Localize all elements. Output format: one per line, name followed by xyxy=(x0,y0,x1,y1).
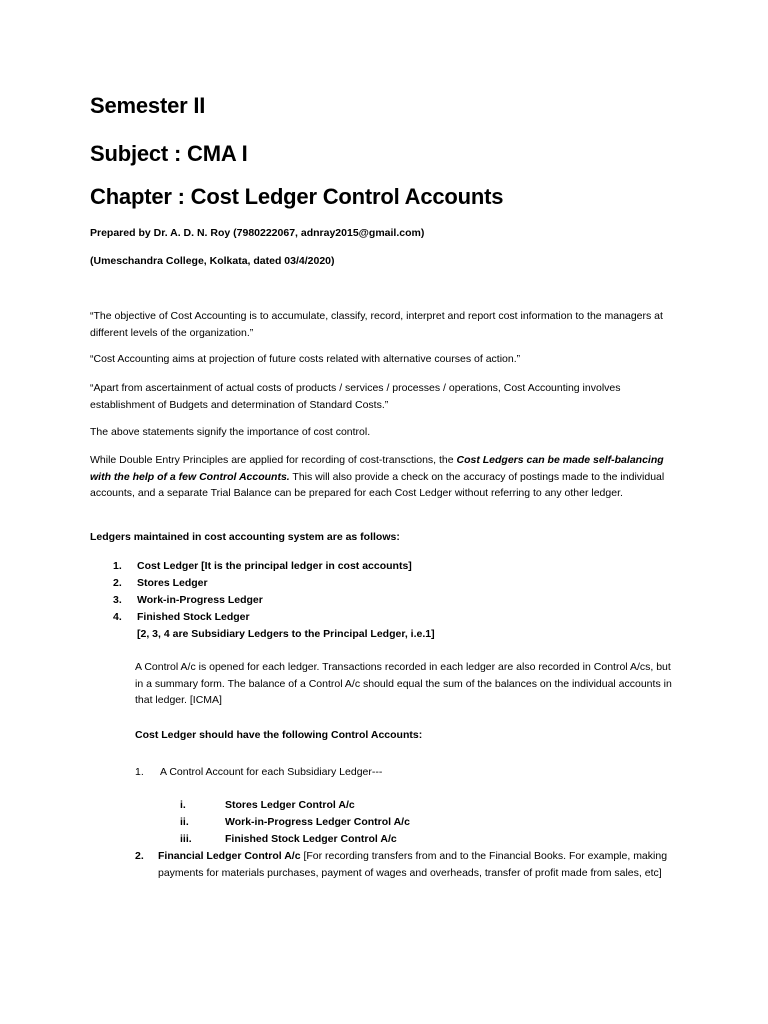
list-item-number: 4. xyxy=(113,611,122,623)
list-item-number: ii. xyxy=(180,816,189,828)
control-item-2-description: [For recording transfers from and to the Financial Books. For example, making payments for materials purchases, payment of wages and overheads, transfer of profit made from sales, etc] xyxy=(158,850,668,879)
list-item xyxy=(113,558,435,575)
list-item-number: 2. xyxy=(113,577,122,589)
control-account-paragraph: A Control A/c is opened for each ledger. Transactions recorded in each ledger are also recorded in Control A/cs, but in a summary form. The balance of a Control A/c should equal the sum of the balances on the individual accounts in that ledger. [ICMA] xyxy=(135,661,672,706)
list-item-label: Finished Stock Ledger xyxy=(137,611,250,623)
quote-paragraph-1: “The objective of Cost Accounting is to accumulate, classify, record, interpret and report cost information to the managers at different levels of the organization.” xyxy=(90,310,663,339)
institution-line: (Umeschandra College, Kolkata, dated 03/4/2020) xyxy=(90,255,335,267)
list-item-label: Work-in-Progress Ledger xyxy=(137,594,263,606)
semester-heading: Semester II xyxy=(90,93,206,118)
list-item-label: Stores Ledger Control A/c xyxy=(225,799,355,811)
list-item-number: i. xyxy=(180,799,186,811)
ledgers-list xyxy=(113,558,435,643)
quote-paragraph-3: “Apart from ascertainment of actual costs of products / services / processes / operations, Cost Accounting involves establishment of Budgets and determination of Standard Costs.” xyxy=(90,382,621,411)
double-entry-text-c: This will also provide a check on the accuracy of postings made to the individual accounts, and a separate Trial Balance can be prepared for each Cost Ledger without referring to any other ledger. xyxy=(90,470,665,499)
list-item-label: Stores Ledger xyxy=(137,577,208,589)
list-item-number: iii. xyxy=(180,833,192,845)
ledgers-note xyxy=(113,626,435,643)
control-item-1-label: A Control Account for each Subsidiary Ledger--- xyxy=(160,766,383,778)
list-item xyxy=(113,592,435,609)
control-accounts-heading: Cost Ledger should have the following Control Accounts: xyxy=(135,729,423,741)
control-item-2-number: 2. xyxy=(135,850,144,862)
ledgers-heading: Ledgers maintained in cost accounting system are as follows: xyxy=(90,531,400,543)
list-item xyxy=(180,814,410,831)
list-item-number: 3. xyxy=(113,594,122,606)
double-entry-paragraph xyxy=(90,452,680,502)
list-item xyxy=(113,609,435,626)
control-item-1 xyxy=(135,764,382,781)
double-entry-emphasis: Cost Ledgers can be made self-balancing with the help of a few Control Accounts. xyxy=(90,454,664,483)
subject-heading: Subject : CMA I xyxy=(90,141,248,166)
quote-paragraph-2: “Cost Accounting aims at projection of future costs related with alternative courses of action.” xyxy=(90,353,521,365)
list-item xyxy=(180,797,410,814)
list-item-label: Cost Ledger [It is the principal ledger in cost accounts] xyxy=(137,560,412,572)
list-item-label: Work-in-Progress Ledger Control A/c xyxy=(225,816,410,828)
list-item xyxy=(180,831,410,848)
control-item-1-number: 1. xyxy=(135,766,144,778)
control-item-2-text xyxy=(158,848,680,881)
prepared-by-line: Prepared by Dr. A. D. N. Roy (7980222067, adnray2015@gmail.com) xyxy=(90,227,425,239)
list-item xyxy=(113,575,435,592)
sub-controls-list xyxy=(180,797,410,848)
ledgers-note-text: [2, 3, 4 are Subsidiary Ledgers to the Principal Ledger, i.e.1] xyxy=(137,628,435,640)
control-item-2-title: Financial Ledger Control A/c xyxy=(158,850,301,862)
list-item-label: Finished Stock Ledger Control A/c xyxy=(225,833,397,845)
chapter-heading: Chapter : Cost Ledger Control Accounts xyxy=(90,184,504,209)
control-item-2 xyxy=(135,848,680,881)
importance-paragraph: The above statements signify the importance of cost control. xyxy=(90,426,371,438)
double-entry-text-a: While Double Entry Principles are applied for recording of cost-transctions, the xyxy=(90,454,457,466)
list-item-number: 1. xyxy=(113,560,122,572)
